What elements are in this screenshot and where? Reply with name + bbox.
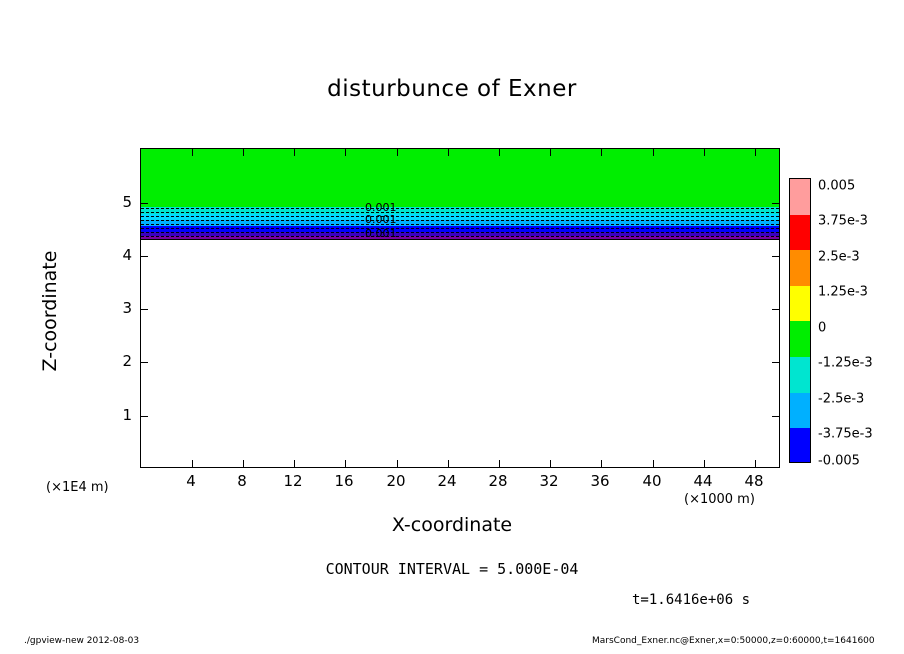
field-band-zero [141,149,779,207]
time-label: t=1.6416e+06 s [632,592,751,608]
colorbar-label: -1.25e-3 [818,355,873,371]
contour-line [141,228,779,229]
x-tick-top [755,149,756,156]
x-tick [601,460,602,467]
x-tick-top [653,149,654,156]
field-base-line [141,239,779,240]
x-tick-label: 48 [744,472,764,490]
colorbar-segment [790,357,810,393]
y-tick [141,416,148,417]
contour-line [141,220,779,221]
footer-left: ./gpview-new 2012-08-03 [24,636,140,646]
x-tick-top [294,149,295,156]
colorbar-segment [790,393,810,429]
x-tick [653,460,654,467]
contour-line [141,216,779,217]
x-tick-label: 24 [437,472,457,490]
y-tick-label: 4 [122,246,132,264]
x-tick [448,460,449,467]
colorbar-label: -3.75e-3 [818,426,873,442]
y-tick-label: 3 [122,299,132,317]
y-tick-label: 2 [122,352,132,370]
colorbar-label: -0.005 [818,453,860,469]
x-tick [192,460,193,467]
x-tick-label: 16 [334,472,354,490]
x-tick [550,460,551,467]
contour-value-label: 0.001 [365,227,397,240]
y-tick-right [772,362,779,363]
y-tick-right [772,416,779,417]
colorbar-label: 2.5e-3 [818,249,860,265]
x-tick-label: 36 [590,472,610,490]
x-tick-label: 28 [488,472,508,490]
plot-area [140,148,780,468]
field-band-stack [141,207,779,239]
x-tick-top [397,149,398,156]
y-tick [141,362,148,363]
x-axis-units: (×1000 m) [684,492,755,507]
y-axis-units: (×1E4 m) [46,480,109,495]
x-tick-label: 8 [237,472,247,490]
x-tick-top [601,149,602,156]
x-tick-top [243,149,244,156]
x-tick [704,460,705,467]
colorbar-segment [790,428,810,463]
contour-interval-label: CONTOUR INTERVAL = 5.000E-04 [325,560,579,578]
y-tick-right [772,309,779,310]
y-tick-label: 5 [122,193,132,211]
colorbar-label: 0 [818,320,827,336]
x-tick-top [192,149,193,156]
contour-line [141,224,779,225]
contour-line [141,236,779,237]
contour-value-label: 0.001 [365,213,397,226]
x-tick-label: 32 [539,472,559,490]
footer-right: MarsCond_Exner.nc@Exner,x=0:50000,z=0:60000,t=1641600 [592,636,875,646]
x-tick [345,460,346,467]
x-tick-label: 40 [642,472,662,490]
colorbar-label: 0.005 [818,178,856,194]
x-tick-top [499,149,500,156]
x-tick-top [704,149,705,156]
colorbar-label: 1.25e-3 [818,284,868,300]
colorbar-segment [790,215,810,251]
x-tick-label: 20 [386,472,406,490]
y-tick-label: 1 [122,406,132,424]
colorbar-label: 3.75e-3 [818,213,868,229]
x-tick-top [550,149,551,156]
contour-line [141,232,779,233]
x-tick-label: 44 [693,472,713,490]
y-axis-title: Z-coordinate [39,250,61,372]
colorbar [789,178,811,463]
x-tick [243,460,244,467]
x-tick [499,460,500,467]
x-tick-label: 12 [283,472,303,490]
colorbar-segment [790,286,810,322]
colorbar-segment [790,250,810,286]
colorbar-label: -2.5e-3 [818,391,865,407]
x-tick-top [448,149,449,156]
y-tick [141,256,148,257]
chart-title: disturbunce of Exner [327,76,577,102]
x-tick-top [345,149,346,156]
contour-line [141,212,779,213]
y-tick [141,203,148,204]
x-tick [397,460,398,467]
contour-value-label: 0.001 [365,201,397,214]
x-axis-title: X-coordinate [391,514,513,536]
colorbar-segment [790,179,810,215]
x-tick-label: 4 [186,472,196,490]
y-tick [141,309,148,310]
x-tick [755,460,756,467]
y-tick-right [772,203,779,204]
y-tick-right [772,256,779,257]
colorbar-segment [790,321,810,357]
x-tick [294,460,295,467]
contour-line [141,208,779,209]
